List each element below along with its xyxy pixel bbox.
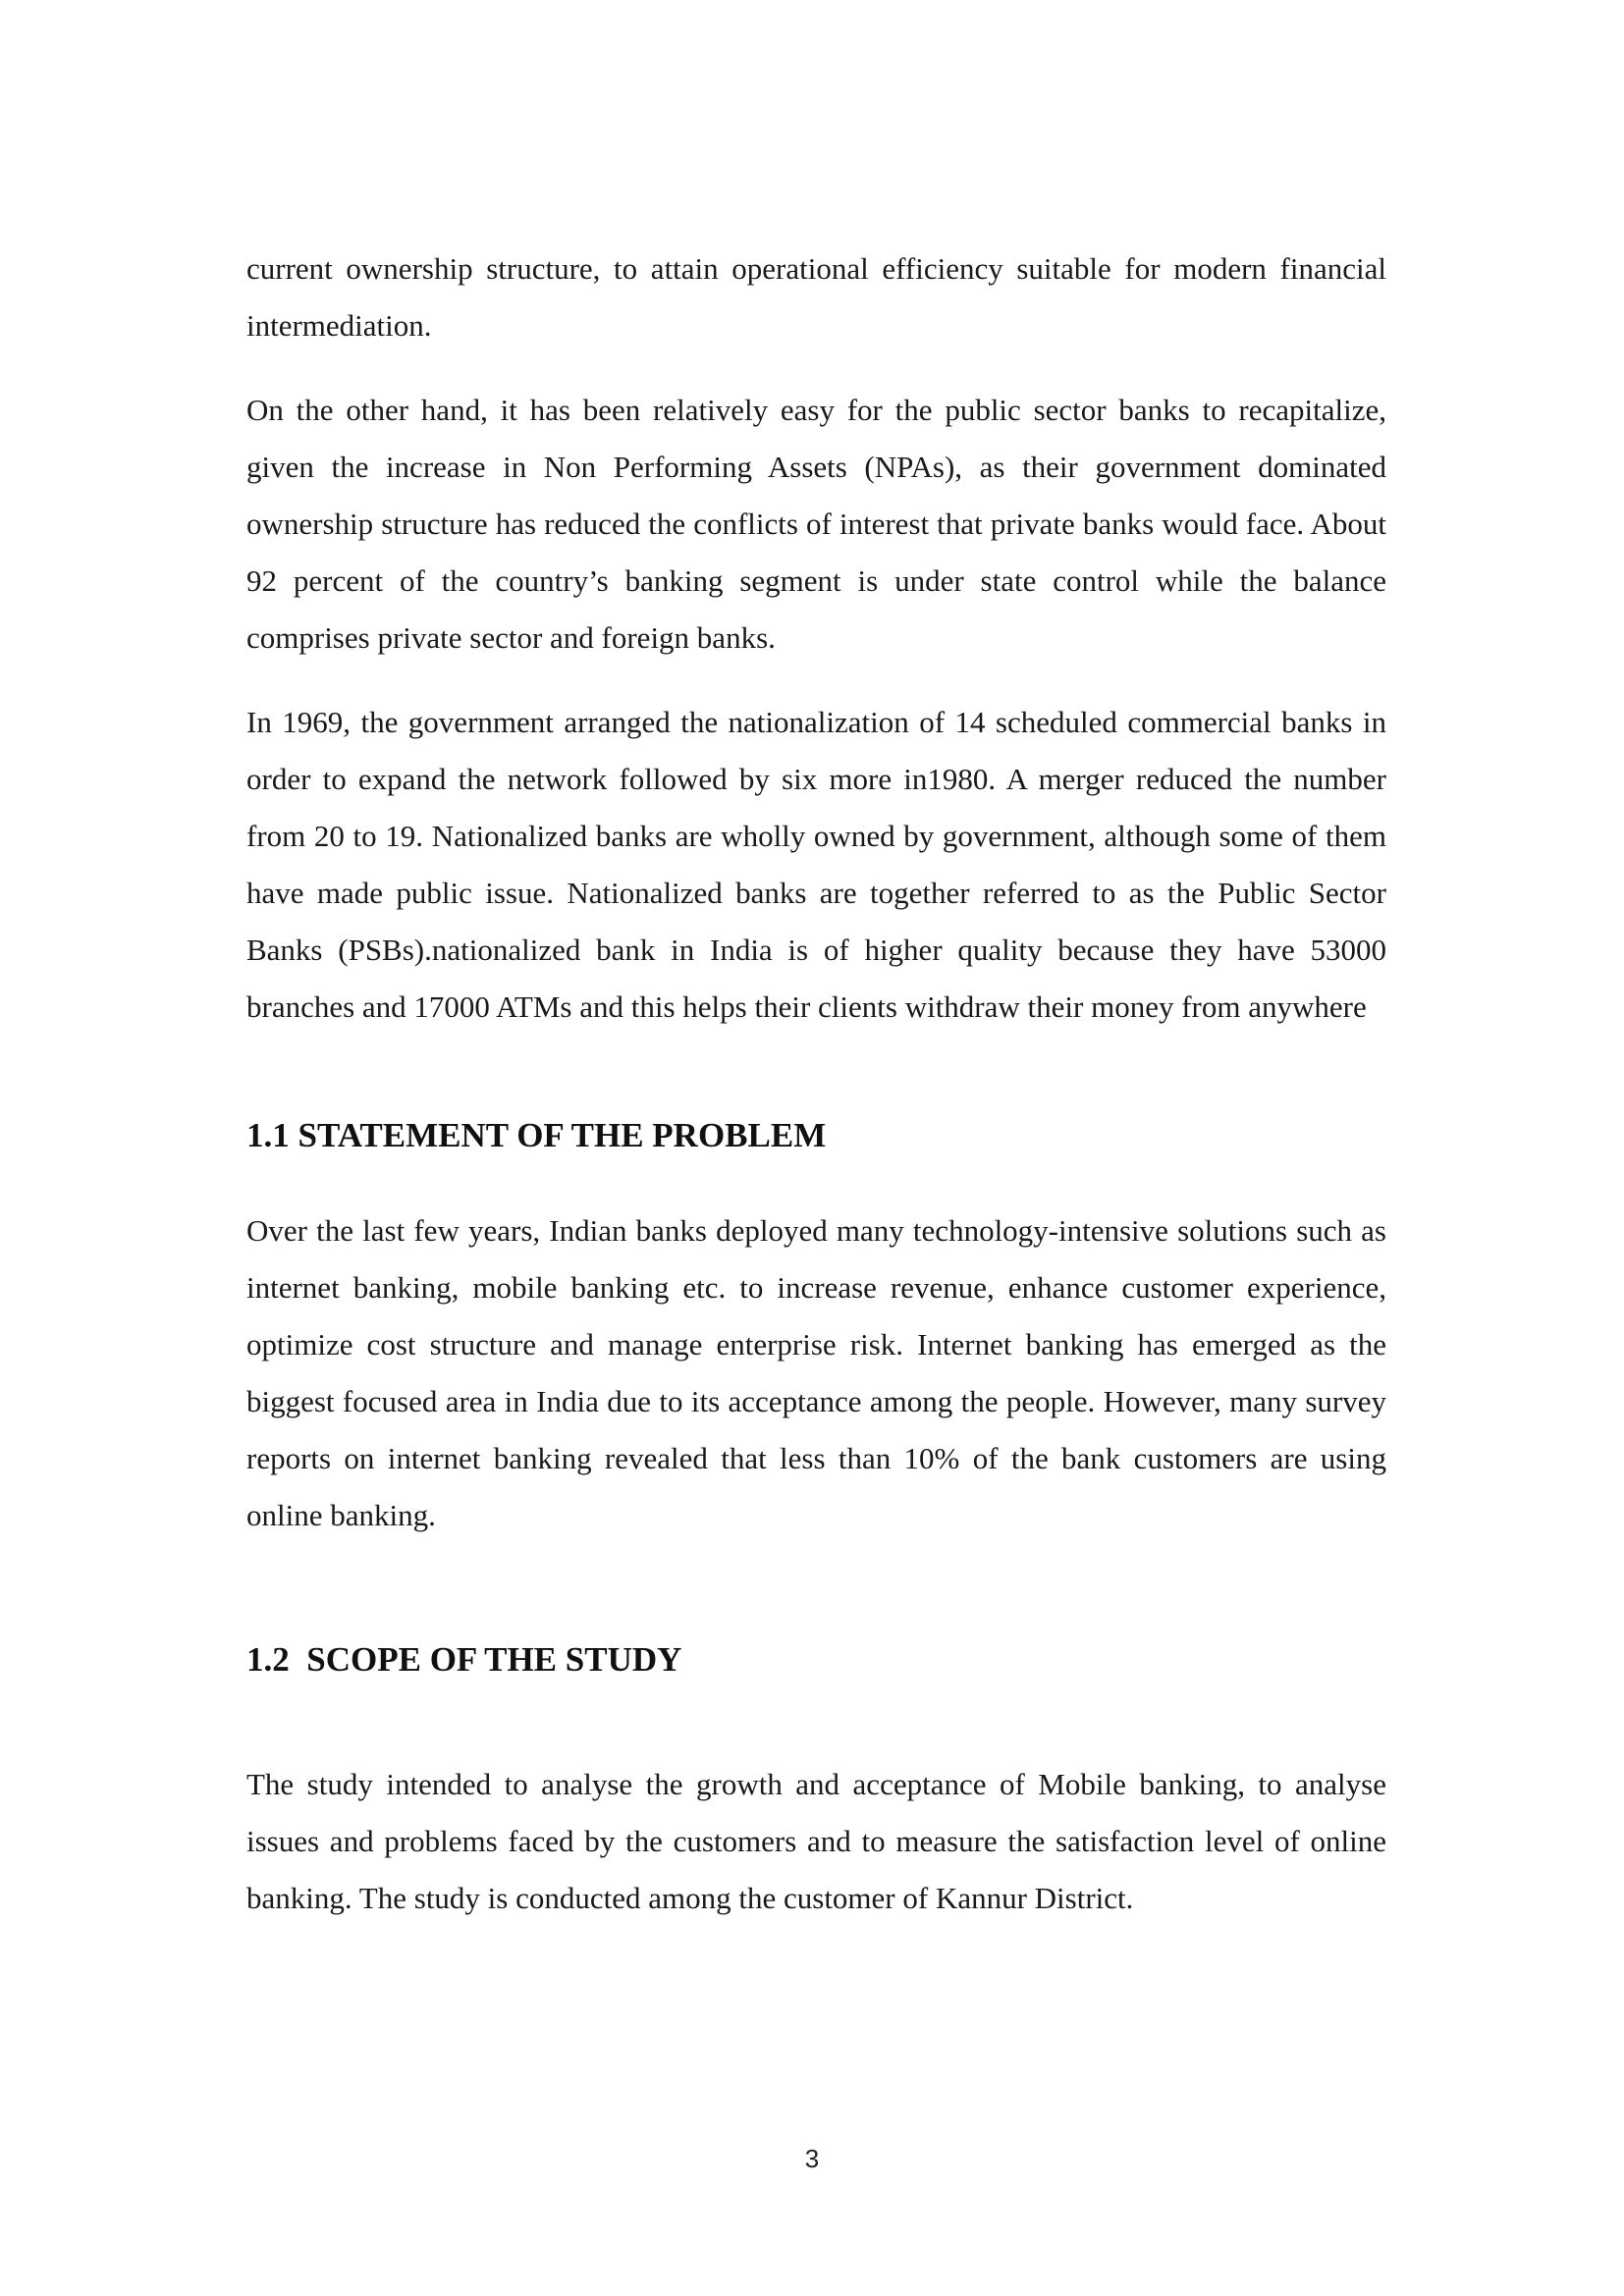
paragraph-ownership-structure: current ownership structure, to attain operational efficiency suitable for modern financial intermediation. [246, 251, 1386, 343]
paragraph-public-sector-banks: On the other hand, it has been relatively easy for the public sector banks to recapitalize, given the increase in Non Performing Assets (NPAs), as their government dominated ownership structure has reduced the conflicts of interest that private banks would face. About 92 percent of the country’s banking segment is under state control while the balance comprises private sector and foreign banks. [246, 393, 1386, 655]
page-number: 3 [804, 2144, 820, 2173]
paragraph-scope-of-study: The study intended to analyse the growth and acceptance of Mobile banking, to analyse issues and problems faced by the customers and to measure the satisfaction level of online banking. The study is conducted among the customer of Kannur District. [246, 1767, 1386, 1915]
document-page [246, 240, 1386, 1927]
section-heading-scope-of-study: 1.2 SCOPE OF THE STUDY [246, 1640, 682, 1679]
paragraph-nationalization: In 1969, the government arranged the nationalization of 14 scheduled commercial banks in order to expand the network followed by six more in1980. A merger reduced the number from 20 to 19. Nationalized banks are wholly owned by government, although some of them have made public issue. Nationalized banks are together referred to as the Public Sector Banks (PSBs).nationalized bank in India is of higher quality because they have 53000 branches and 17000 ATMs and this helps their clients withdraw their money from anywhere [246, 705, 1386, 1024]
section-heading-statement-of-problem: 1.1 STATEMENT OF THE PROBLEM [246, 1116, 827, 1154]
paragraph-statement-of-problem: Over the last few years, Indian banks deployed many technology-intensive solutions such as internet banking, mobile banking etc. to increase revenue, enhance customer experience, optimize cost structure and manage enterprise risk. Internet banking has emerged as the biggest focused area in India due to its acceptance among the people. However, many survey reports on internet banking revealed that less than 10% of the bank customers are using online banking. [246, 1213, 1386, 1532]
